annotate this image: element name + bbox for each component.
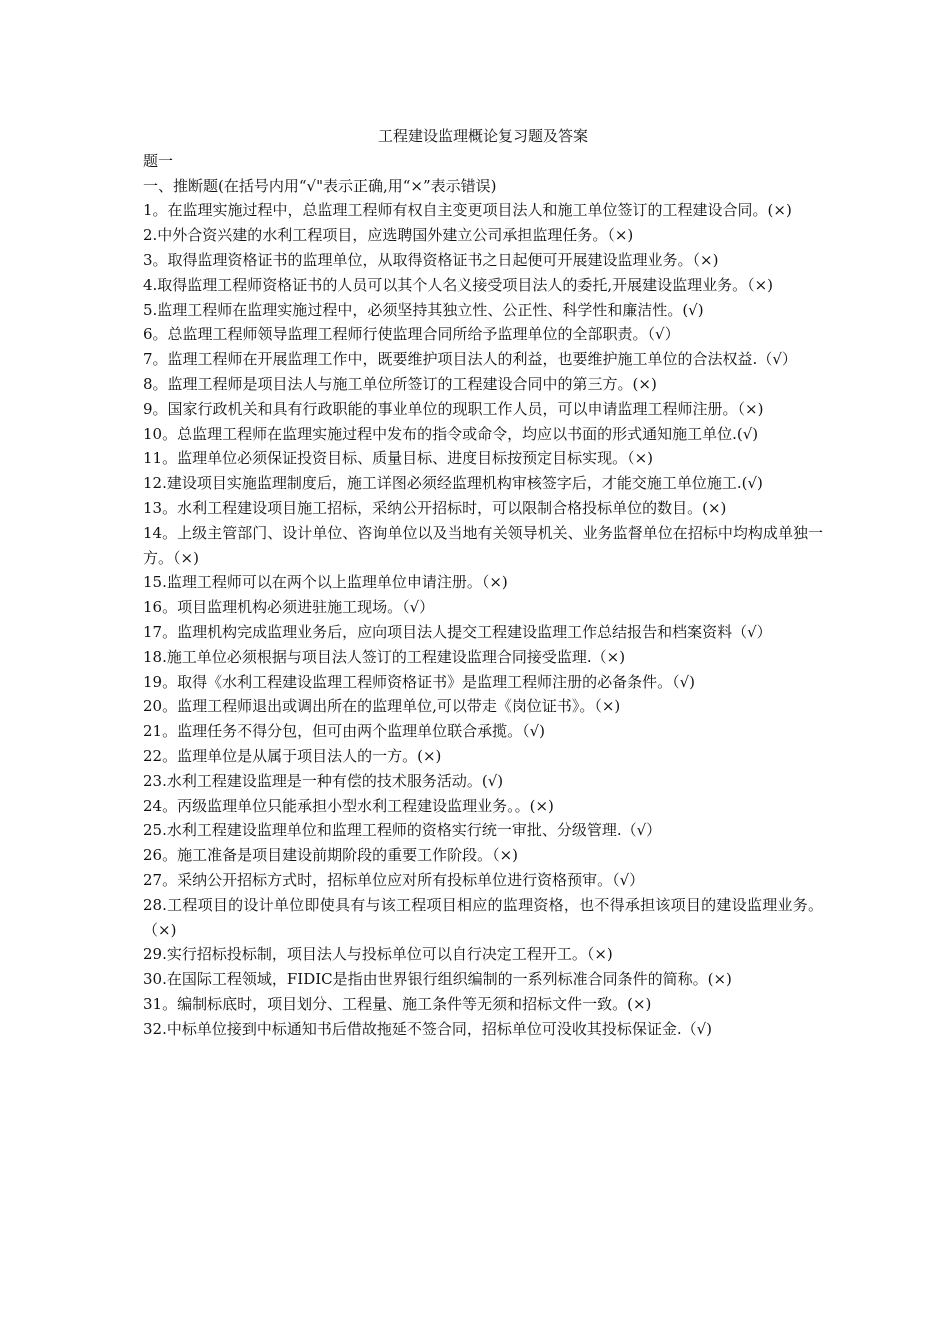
question-item: 3。取得监理资格证书的监理单位，从取得资格证书之日起便可开展建设监理业务。（×) (143, 250, 719, 269)
question-item: 32.中标单位接到中标通知书后借故拖延不签合同，招标单位可没收其投标保证金.（√) (143, 1019, 713, 1038)
document-body (143, 124, 823, 1041)
document-title: 工程建设监理概论复习题及答案 (377, 127, 588, 145)
question-item: 24。丙级监理单位只能承担小型水利工程建设监理业务。。(×) (143, 796, 554, 815)
question-item: 19。取得《水利工程建设监理工程师资格证书》是监理工程师注册的必备条件。（√) (143, 672, 696, 691)
question-item: 12.建设项目实施监理制度后，施工详图必须经监理机构审核签字后，才能交施工单位施工.(√) (143, 474, 763, 493)
question-item: 11。监理单位必须保证投资目标、质量目标、进度目标按预定目标实现。（×) (143, 449, 654, 468)
question-item: 25.水利工程建设监理单位和监理工程师的资格实行统一审批、分级管理.（√） (143, 821, 662, 840)
question-item: 1。在监理实施过程中，总监理工程师有权自主变更项目法人和施工单位签订的工程建设合同。(×) (143, 201, 792, 220)
section-label: 题一 (143, 151, 174, 170)
question-item: 6。总监理工程师领导监理工程师行使监理合同所给予监理单位的全部职责。（√） (143, 325, 680, 344)
question-item: 2.中外合资兴建的水利工程项目，应选聘国外建立公司承担监理任务。（×) (143, 226, 634, 245)
question-item: 17。监理机构完成监理业务后，应向项目法人提交工程建设监理工作总结报告和档案资料（√） (143, 622, 772, 641)
question-item: 15.监理工程师可以在两个以上监理单位申请注册。（×) (143, 573, 508, 592)
question-item: 4.取得监理工程师资格证书的人员可以其个人名义接受项目法人的委托,开展建设监理业务。（×) (143, 275, 774, 294)
question-item: 22。监理单位是从属于项目法人的一方。(×) (143, 746, 442, 765)
question-item: 7。监理工程师在开展监理工作中，既要维护项目法人的利益，也要维护施工单位的合法权益.（√） (143, 350, 797, 369)
part-heading: 一、推断题(在括号内用“√"表示正确,用“×”表示错误) (143, 176, 497, 195)
question-item: 20。监理工程师退出或调出所在的监理单位,可以带走《岗位证书》。（×) (143, 697, 621, 716)
question-list (143, 198, 823, 1041)
question-item: 18.施工单位必须根据与项目法人签订的工程建设监理合同接受监理.（×) (143, 647, 626, 666)
question-item: 9。国家行政机关和具有行政职能的事业单位的现职工作人员，可以申请监理工程师注册。（×) (143, 399, 764, 418)
question-item: 16。项目监理机构必须进驻施工现场。（√） (143, 598, 435, 617)
question-item: 28.工程项目的设计单位即使具有与该工程项目相应的监理资格，也不得承担该项目的建设监理业务。（×) (143, 895, 823, 939)
question-item: 26。施工准备是项目建设前期阶段的重要工作阶段。（×) (143, 846, 519, 865)
question-item: 29.实行招标投标制，项目法人与投标单位可以自行决定工程开工。（×) (143, 945, 613, 964)
question-item: 23.水利工程建设监理是一种有偿的技术服务活动。(√) (143, 771, 504, 790)
question-item: 5.监理工程师在监理实施过程中，必须坚持其独立性、公正性、科学性和廉洁性。(√) (143, 300, 704, 319)
question-item: 13。水利工程建设项目施工招标，采纳公开招标时，可以限制合格投标单位的数目。(×) (143, 498, 727, 517)
question-item: 31。编制标底时，项目划分、工程量、施工条件等无须和招标文件一致。(×) (143, 994, 652, 1013)
question-item: 21。监理任务不得分包，但可由两个监理单位联合承揽。（√) (143, 722, 545, 741)
question-item: 30.在国际工程领域，FIDIC是指由世界银行组织编制的一系列标准合同条件的简称。(×) (143, 970, 732, 989)
question-item: 14。上级主管部门、设计单位、咨询单位以及当地有关领导机关、业务监督单位在招标中均构成单独一方。（×) (143, 523, 823, 567)
question-item: 27。采纳公开招标方式时，招标单位应对所有投标单位进行资格预审。（√） (143, 870, 645, 889)
question-item: 8。监理工程师是项目法人与施工单位所签订的工程建设合同中的第三方。(×) (143, 374, 657, 393)
question-item: 10。总监理工程师在监理实施过程中发布的指令或命令，均应以书面的形式通知施工单位.(√) (143, 424, 759, 443)
